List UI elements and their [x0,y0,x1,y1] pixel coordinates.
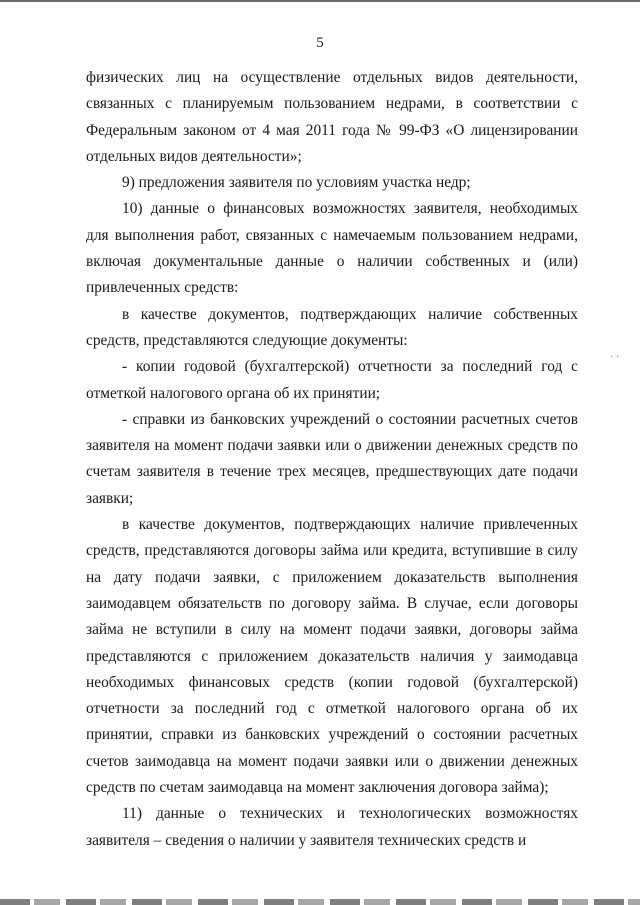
scan-bottom-edge [0,899,640,905]
paragraph: в качестве документов, подтверждающих наличие привлеченных средств, представляются договоры займа или кредита, вступившие в силу на дату подачи заявки, с приложением доказательств выполнения заимодавцем обязательств по договору займа. В случае, если договоры займа не вступили в силу на момент подачи заявки, договоры займа представляются с приложением доказательств наличия у заимодавца необходимых финансовых средств (копии годовой (бухгалтерской) отчетности за последний год с отметкой налогового органа об их принятии, справки из банковских учреждений о состоянии расчетных счетов заимодавца на момент подачи заявки или о движении денежных средств по счетам заимодавца на момент заключения договора займа); [86,516,578,797]
page-number: 5 [316,35,324,51]
paragraph: - справки из банковских учреждений о состоянии расчетных счетов заявителя на момент подачи заявки или о движении денежных средств по счетам заявителя в течение трех месяцев, предшествующих дате подачи заявки; [86,410,578,507]
paragraph: - копии годовой (бухгалтерской) отчетности за последний год с отметкой налогового органа об их принятии; [86,358,578,402]
paragraph: физических лиц на осуществление отдельных видов деятельности, связанных с планируемым пользованием недрами, в соответствии с Федеральным законом от 4 мая 2011 года № 99-ФЗ «О лицензировании отдельных видов деятельности»; [86,69,578,165]
scan-artifact: · · [610,352,620,363]
scan-top-edge [0,0,640,2]
paragraph: 9) предложения заявителя по условиям участка недр; [122,174,471,192]
paragraph: 11) данные о технических и технологических возможностях заявителя – сведения о наличии у заявителя технических средств и [86,805,578,849]
paragraph: в качестве документов, подтверждающих наличие собственных средств, представляются следующие документы: [86,305,578,349]
paragraph: 10) данные о финансовых возможностях заявителя, необходимых для выполнения работ, связанных с намечаемым пользованием недрами, включая документальные данные о наличии собственных и (или) привлеченных средств: [86,200,578,297]
document-body [86,65,578,854]
